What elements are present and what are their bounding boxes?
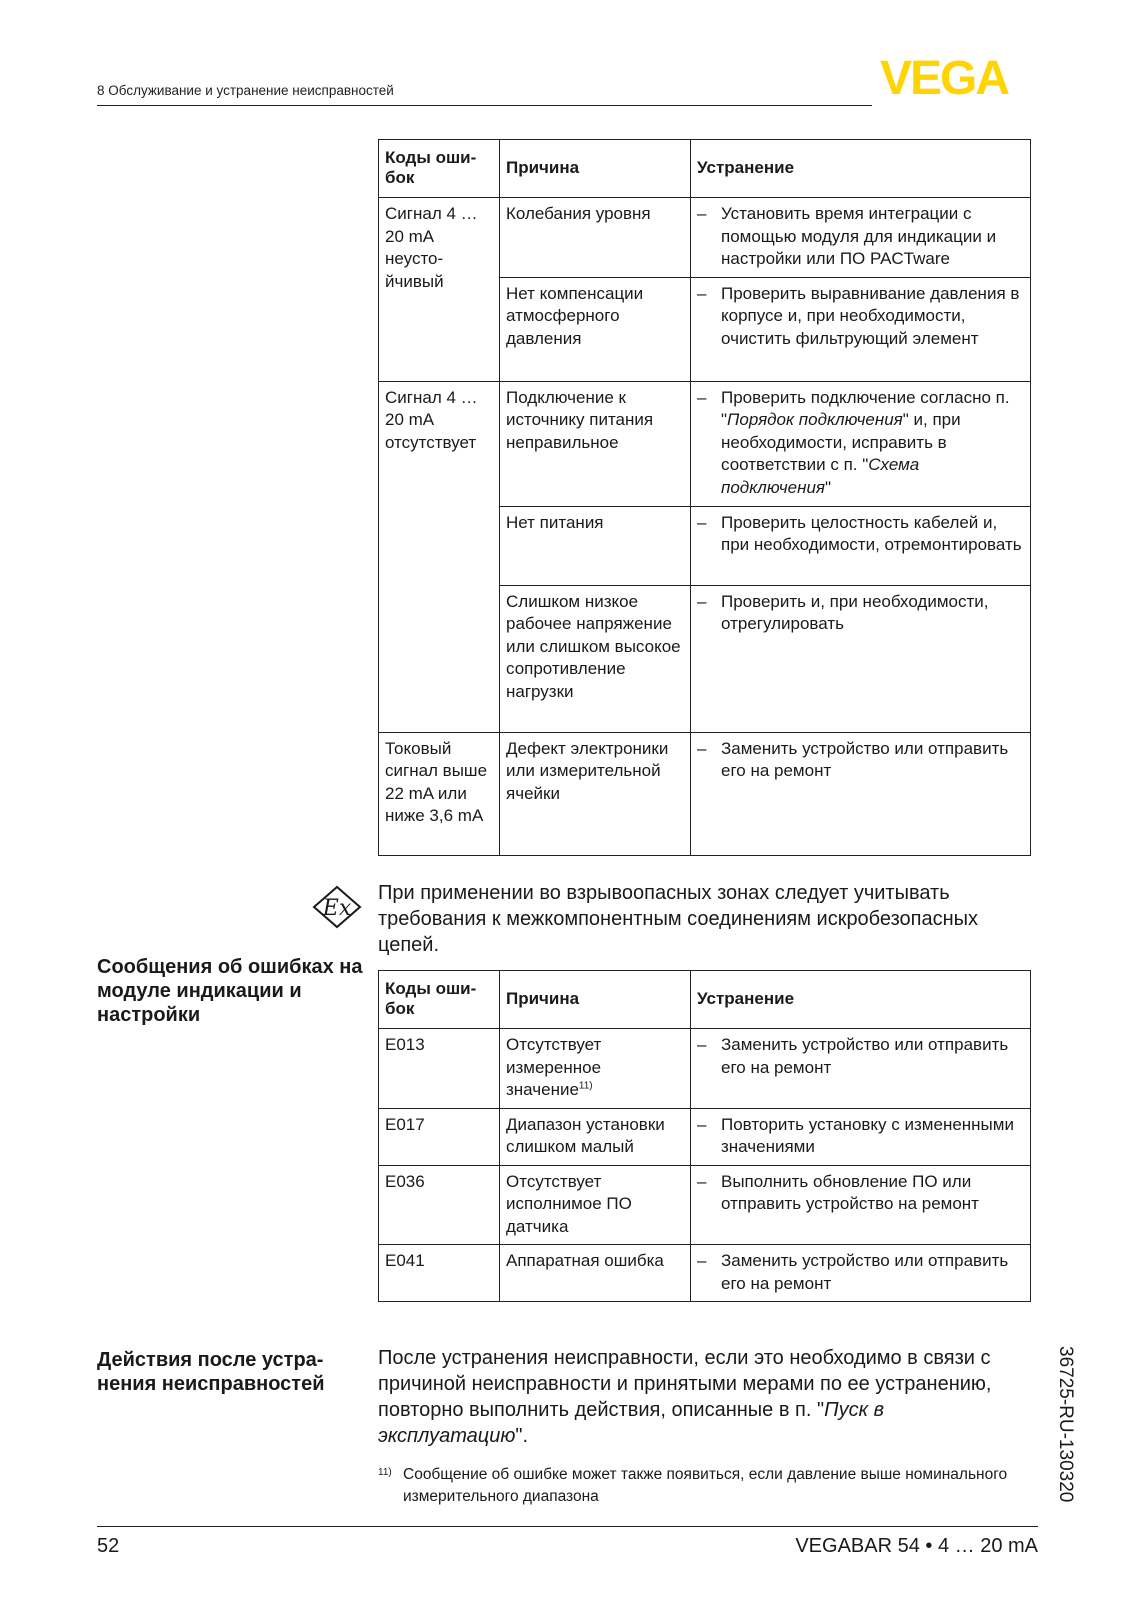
cause-cell: Отсутствует измеренное значение$^{11)}$ — [500, 1029, 691, 1109]
footnote-ref: 11) — [578, 1080, 593, 1092]
remedy-cell — [691, 381, 1031, 506]
cause-cell: Подключение к источнику питания неправильное — [500, 381, 691, 506]
dash-bullet: – — [697, 1035, 707, 1054]
remedy-cell — [691, 1245, 1031, 1302]
section-heading-display-errors: Сообщения об ошибках на модуле индикации и настройки — [97, 956, 363, 1026]
col-header-cause: Причина — [500, 140, 691, 198]
remedy-cell — [691, 732, 1031, 855]
col-header-remedy: Устранение — [691, 140, 1031, 198]
footnote-text: Сообщение об ошибке может также появиться, если давление выше номинального измерительного диапазона — [403, 1466, 1008, 1505]
cause-cell: Аппаратная ошибка — [500, 1245, 691, 1302]
cause-cell: Нет компенсации атмосферного давления — [500, 277, 691, 381]
col-header-codes: Коды оши-бок — [379, 140, 500, 198]
ex-icon — [312, 885, 362, 929]
remedy-text: Заменить устройство или отправить его на ремонт — [721, 738, 1009, 780]
cause-cell: Слишком низкое рабочее напряжение или слишком высокое сопротивление нагрузки — [500, 585, 691, 732]
remedy-text: Проверить выравнивание давления в корпусе и, при необходимости, очистить фильтрующий элемент — [721, 283, 1020, 348]
error-code-cell: Сигнал 4 … 20 mA неусто-йчивый — [379, 198, 500, 382]
table-header-row — [379, 140, 1031, 198]
cause-cell: Отсутствует исполнимое ПО датчика — [500, 1165, 691, 1245]
error-code-cell: Токовый сигнал выше 22 mA или ниже 3,6 mA — [379, 732, 500, 855]
remedy-text: Выполнить обновление ПО или отправить устройство на ремонт — [721, 1171, 979, 1213]
table-row — [379, 1029, 1031, 1109]
section-heading-after-repair: Действия после устра-нения неисправностей — [97, 1349, 325, 1395]
dash-bullet: – — [697, 387, 707, 407]
remedy-text: Проверить и, при необходимости, отрегулировать — [721, 591, 989, 633]
dash-bullet: – — [697, 738, 707, 758]
remedy-cell — [691, 506, 1031, 585]
remedy-cell — [691, 1108, 1031, 1165]
ex-warning-text: При применении во взрывоопасных зонах следует учитывать требования к межкомпонентным соединениям искробезопасных цепей. — [378, 882, 979, 956]
table-row — [379, 732, 1031, 855]
remedy-cell — [691, 585, 1031, 732]
dash-bullet: – — [697, 1251, 707, 1270]
error-code-cell: E041 — [379, 1245, 500, 1302]
document-id: 36725-RU-130320 — [1055, 1346, 1076, 1503]
cause-cell: Колебания уровня — [500, 198, 691, 278]
error-table-display — [378, 970, 1031, 1302]
error-code-cell: E036 — [379, 1165, 500, 1245]
dash-bullet: – — [697, 283, 707, 303]
col-header-cause: Причина — [500, 971, 691, 1029]
document-id-vertical — [1054, 1346, 1078, 1516]
logo-wordmark: VEGA — [880, 56, 1009, 100]
remedy-text: Заменить устройство или отправить его на ремонт — [721, 1251, 1009, 1293]
dash-bullet: – — [697, 512, 707, 532]
table-row — [379, 381, 1031, 506]
remedy-cell — [691, 198, 1031, 278]
remedy-cell — [691, 277, 1031, 381]
table-header-row — [379, 971, 1031, 1029]
cause-cell: Нет питания — [500, 506, 691, 585]
error-table-signal — [378, 139, 1031, 856]
header-divider — [97, 105, 872, 106]
page-number: 52 — [97, 1535, 120, 1557]
vega-logo — [880, 56, 1032, 100]
remedy-text: Повторить установку с измененными значениями — [721, 1114, 1014, 1156]
remedy-text: Заменить устройство или отправить его на ремонт — [721, 1035, 1009, 1077]
dash-bullet: – — [697, 204, 707, 223]
error-code-cell: E017 — [379, 1108, 500, 1165]
cause-cell: Дефект электроники или измерительной ячейки — [500, 732, 691, 855]
link-reference: Пуск в эксплуатацию — [378, 1399, 885, 1447]
col-header-remedy: Устранение — [691, 971, 1031, 1029]
remedy-cell — [691, 1165, 1031, 1245]
error-code-cell: Сигнал 4 … 20 mA отсутствует — [379, 381, 500, 732]
remedy-cell — [691, 1029, 1031, 1109]
footer-divider — [97, 1526, 1038, 1527]
svg-text:Ex: Ex — [322, 896, 352, 921]
remedy-text: Проверить подключение согласно п. "Порядок подключения" и, при необходимости, исправить в соответствии с п. "Схема подключения" — [721, 387, 1010, 497]
dash-bullet: – — [697, 1171, 707, 1191]
table-row — [379, 1108, 1031, 1165]
footnote — [378, 1464, 1018, 1508]
table-row — [379, 198, 1031, 278]
after-repair-text: После устранения неисправности, если это необходимо в связи с причиной неисправности и принятыми мерами по ее устранению, повторно выполнить действия, описанные в п. "Пуск в эксплуатацию". — [378, 1347, 992, 1447]
section-title: 8 Обслуживание и устранение неисправностей — [97, 83, 394, 98]
table-row — [379, 1165, 1031, 1245]
product-name: VEGABAR 54 • 4 … 20 mA — [795, 1535, 1038, 1557]
dash-bullet: – — [697, 1114, 707, 1134]
cause-cell: Диапазон установки слишком малый — [500, 1108, 691, 1165]
remedy-text: Установить время интеграции с помощью модуля для индикации и настройки или ПО PACTware — [721, 204, 997, 268]
col-header-codes: Коды оши-бок — [379, 971, 500, 1029]
footnote-mark: 11) — [378, 1467, 392, 1478]
table-row — [379, 1245, 1031, 1302]
remedy-text: Проверить целостность кабелей и, при необходимости, отремонтировать — [721, 512, 1022, 554]
error-code-cell: E013 — [379, 1029, 500, 1109]
dash-bullet: – — [697, 591, 707, 611]
